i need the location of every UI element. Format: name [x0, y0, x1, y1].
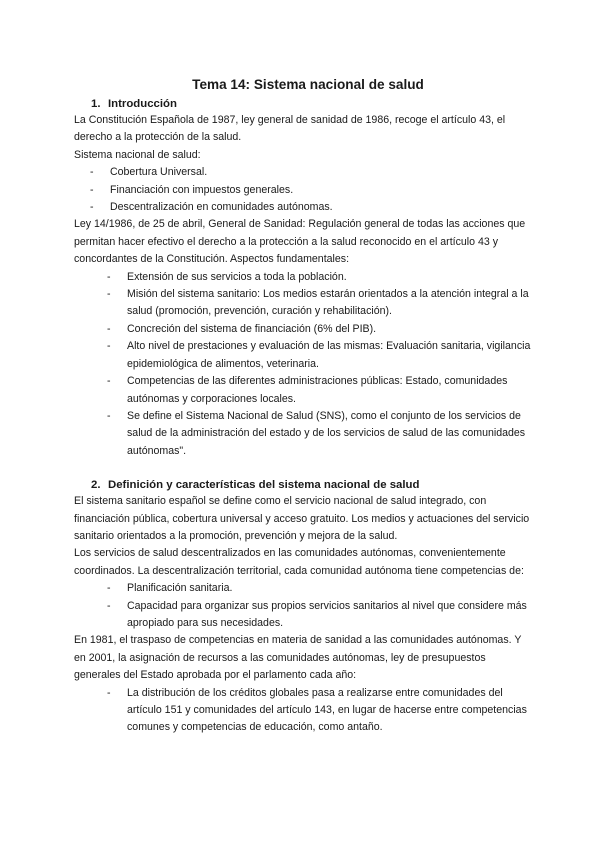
list-item: - Financiación con impuestos generales. — [74, 182, 534, 199]
section-1-heading — [74, 96, 534, 112]
list-item: - Capacidad para organizar sus propios servicios sanitarios al nivel que considere más apropiado para sus necesidades. — [107, 599, 527, 629]
section-2-list-1 — [74, 580, 534, 632]
list-item: - Competencias de las diferentes administraciones públicas: Estado, comunidades autónomas y corporaciones locales. — [107, 375, 508, 405]
page-title: Tema 14: Sistema nacional de salud — [192, 77, 424, 92]
section-2-title: Definición y características del sistema nacional de salud — [108, 479, 420, 492]
dash-bullet: - — [107, 599, 111, 612]
section-2-list-2 — [74, 685, 534, 737]
section-spacer — [74, 460, 534, 477]
dash-bullet: - — [107, 288, 111, 301]
section-1-paragraph-2: Sistema nacional de salud: — [74, 148, 201, 161]
list-item: - Descentralización en comunidades autónomas. — [74, 199, 534, 216]
section-2-paragraph-2: Los servicios de salud descentralizados en las comunidades autónomas, convenientemente coordinados. La descentralización territorial, cada comunidad autónoma tiene competencias de: — [74, 547, 524, 577]
section-2-heading — [74, 477, 534, 493]
list-item: - Cobertura Universal. — [74, 164, 534, 181]
dash-bullet: - — [90, 183, 94, 196]
document-content — [74, 76, 534, 737]
section-1-list-1 — [74, 164, 534, 216]
dash-bullet: - — [107, 686, 111, 699]
section-1-paragraph-1: La Constitución Española de 1987, ley general de sanidad de 1986, recoge el artículo 43, el derecho a la protección de la salud. — [74, 114, 506, 144]
dash-bullet: - — [107, 375, 111, 388]
dash-bullet: - — [107, 409, 111, 422]
dash-bullet: - — [90, 201, 94, 214]
list-item: - Concreción del sistema de financiación (6% del PIB). — [74, 321, 534, 338]
list-item: - Extensión de sus servicios a toda la población. — [74, 269, 534, 286]
section-2-paragraph-3: En 1981, el traspaso de competencias en materia de sanidad a las comunidades autónomas. Y en 2001, la asignación de recursos a las comunidades autónomas, ley de presupuestos generales del Estado aprobada por el parlamento cada año: — [74, 634, 522, 682]
section-1-list-2 — [74, 269, 534, 460]
dash-bullet: - — [107, 340, 111, 353]
list-item: - Misión del sistema sanitario: Los medios estarán orientados a la atención integral a la salud (promoción, prevención, curación y rehabilitación). — [107, 288, 529, 318]
list-item: - La distribución de los créditos globales pasa a realizarse entre comunidades del artículo 151 y comunidades del artículo 143, en lugar de hacerse entre competencias comunes y competencias de educación, como antaño. — [107, 686, 527, 734]
list-item: - Se define el Sistema Nacional de Salud (SNS), como el conjunto de los servicios de salud de la administración del estado y de los servicios de salud de las comunidades autónomas". — [107, 409, 526, 457]
section-1-number: 1. — [91, 98, 101, 110]
dash-bullet: - — [90, 166, 94, 179]
list-item: - Planificación sanitaria. — [74, 580, 534, 597]
dash-bullet: - — [107, 582, 111, 595]
section-1-title: Introducción — [108, 98, 177, 110]
section-1-paragraph-3: Ley 14/1986, de 25 de abril, General de Sanidad: Regulación general de todas las acciones que permitan hacer efectivo el derecho a la protección a la salud reconocido en el artículo 43 y concordantes de la Constitución. Aspectos fundamentales: — [74, 218, 526, 266]
section-2-number: 2. — [91, 479, 101, 492]
dash-bullet: - — [107, 322, 111, 335]
list-item: - Alto nivel de prestaciones y evaluación de las mismas: Evaluación sanitaria, vigilancia epidemiológica de alimentos, veterinaria. — [107, 340, 531, 370]
section-2-paragraph-1: El sistema sanitario español se define como el servicio nacional de salud integrado, con financiación pública, cobertura universal y acceso gratuito. Los medios y actuaciones del servicio sanitario orientados a la promoción, prevención y mejora de la salud. — [74, 495, 530, 542]
dash-bullet: - — [107, 270, 111, 283]
